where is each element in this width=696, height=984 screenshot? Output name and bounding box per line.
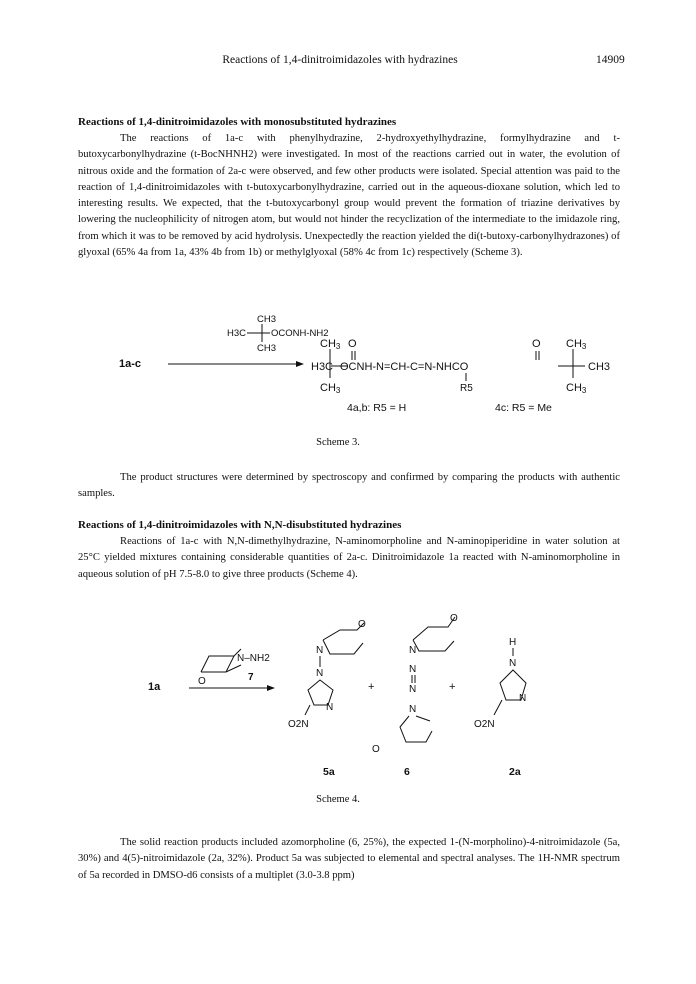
- svg-text:CH3: CH3: [320, 338, 341, 351]
- svg-text:N: N: [509, 658, 517, 669]
- reagent-top-methyl: CH3: [257, 314, 277, 325]
- label-4ab: 4a,b: R5 = H: [347, 402, 407, 414]
- scheme-4-diagram: [0, 600, 696, 815]
- svg-text:N: N: [409, 645, 417, 656]
- paragraph-product-structures: The product structures were determined by spectroscopy and confirmed by comparing the products with authentic samples.: [78, 472, 620, 500]
- scheme4-arrow-head: [267, 685, 275, 691]
- reactant-1a-c: 1a-c: [119, 358, 142, 370]
- label-5a: 5a: [323, 766, 335, 778]
- svg-text:O: O: [532, 338, 541, 350]
- reaction-arrow-head: [296, 361, 304, 367]
- label-4c: 4c: R5 = Me: [495, 402, 552, 414]
- svg-text:N: N: [519, 693, 527, 704]
- label-6: 6: [404, 766, 410, 778]
- svg-text:N: N: [316, 668, 324, 679]
- svg-text:N: N: [409, 664, 417, 675]
- svg-text:O: O: [348, 338, 357, 350]
- reagent-7-nh2: N–NH2: [237, 653, 270, 664]
- running-header-title: Reactions of 1,4-dinitroimidazoles with hydrazines: [222, 54, 458, 66]
- section-heading-disubstituted: Reactions of 1,4-dinitroimidazoles with N,N-disubstituted hydrazines: [78, 519, 402, 531]
- svg-text:O: O: [450, 613, 458, 624]
- scheme-3-caption: Scheme 3.: [316, 437, 360, 448]
- page-number: 14909: [596, 54, 625, 66]
- scheme-3-diagram: [0, 300, 696, 455]
- reactant-1a: 1a: [148, 681, 161, 693]
- product-chain: OCNH-N=CH-C=N-NHCO: [340, 361, 469, 373]
- label-2a: 2a: [509, 766, 521, 778]
- svg-text:O: O: [198, 676, 206, 687]
- reagent-bottom-methyl: CH3: [257, 343, 277, 354]
- svg-text:N: N: [409, 684, 417, 695]
- no2-5a: O2N: [288, 719, 309, 730]
- plus-2: +: [449, 681, 456, 693]
- no2-2a: O2N: [474, 719, 495, 730]
- svg-text:CH3: CH3: [566, 338, 587, 351]
- product-right-methyl: CH3: [588, 361, 611, 373]
- svg-text:O: O: [358, 619, 366, 630]
- plus-1: +: [368, 681, 375, 693]
- section-heading-monosubstituted: Reactions of 1,4-dinitroimidazoles with monosubstituted hydrazines: [78, 116, 397, 128]
- product-r5: R5: [460, 383, 473, 394]
- svg-text:O: O: [372, 744, 380, 755]
- paragraph-disubstituted: Reactions of 1a-c with N,N-dimethylhydrazine, N-aminomorpholine and N-aminopiperidine in water solution at 25°C yielded mixtures containing considerable quantities of 2a-c. Dinitroimidazole 1a reacted with N-aminomorpholine in aqueous solution of pH 7.5-8.0 to give three products (Scheme 4).: [78, 536, 620, 580]
- svg-text:N: N: [316, 645, 324, 656]
- svg-text:N: N: [326, 702, 334, 713]
- paragraph-monosubstituted: The reactions of 1a-c with phenylhydrazine, 2-hydroxyethylhydrazine, formylhydrazine and t-butoxycarbonylhydrazine (t-BocNHNH2) were investigated. In most of the reactions carried out in water, the evolution of nitrous oxide and the formation of 2a-c were observed, and few other products were isolated. Special attention was paid to the reaction of 1,4-dinitroimidazoles with t-butoxycarbonylhydrazine, carried out in the aqueous-dioxane solution, which led to interesting results. We expected, that the t-butoxycarbonyl group would prevent the formation of triazine derivatives by lowering the nucleophilicity of nitrogen atom, but would not hinder the recyclization of the intermediate to the imidazole ring, from which it was to be removed by acid hydrolysis. Unexpectedly the reaction yielded the di(t-butoxy-carbonylhydrazones) of glyoxal (65% 4a from 1a, 43% 4b from 1b) or methylglyoxal (58% 4c from 1c) respectively (Scheme 3).: [78, 133, 620, 259]
- reagent-7-number: 7: [248, 672, 254, 683]
- reagent-right-group: OCONH-NH2: [271, 328, 329, 339]
- reagent-left-methyl: H3C: [227, 328, 247, 339]
- svg-text:CH3: CH3: [320, 382, 341, 395]
- scheme-4-caption: Scheme 4.: [316, 794, 360, 805]
- svg-text:H: H: [509, 637, 517, 648]
- product-left-methyl: H3C: [311, 361, 334, 373]
- svg-text:N: N: [409, 704, 417, 715]
- svg-text:CH3: CH3: [566, 382, 587, 395]
- paragraph-solid-products: The solid reaction products included azomorpholine (6, 25%), the expected 1-(N-morpholino)-4-nitroimidazole (5a, 30%) and 4(5)-nitroimidazole (2a, 32%). Product 5a was subjected to elemental and spectral analyses. The 1H-NMR spectrum of 5a recorded in DMSO-d6 consists of a multiplet (3.0-3.8 ppm): [78, 837, 620, 881]
